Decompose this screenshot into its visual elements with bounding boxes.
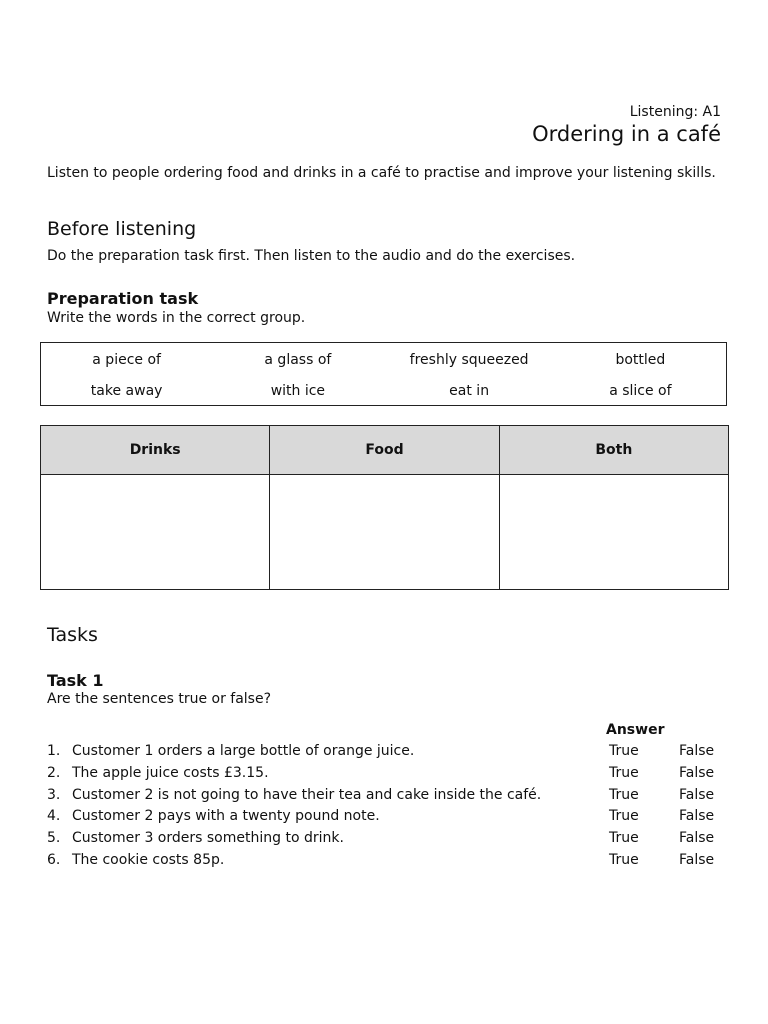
list-item — [47, 828, 727, 850]
true-option[interactable]: True — [609, 743, 639, 759]
food-answer-cell[interactable] — [270, 475, 499, 590]
item-number: 5. — [47, 830, 61, 847]
before-listening-text: Do the preparation task first. Then listen to the audio and do the exercises. — [47, 248, 576, 264]
false-option[interactable]: False — [679, 830, 715, 847]
true-option[interactable]: True — [609, 808, 639, 825]
task1-heading: Task 1 — [47, 671, 104, 690]
preparation-instruction: Write the words in the correct group. — [47, 310, 306, 326]
column-header-both: Both — [499, 426, 728, 475]
item-number: 4. — [47, 808, 61, 825]
answer-column-label: Answer — [606, 722, 665, 738]
false-option[interactable]: False — [679, 808, 715, 825]
item-sentence: The cookie costs 85p. — [72, 851, 225, 868]
list-item — [47, 806, 727, 828]
list-item — [47, 741, 727, 763]
false-option[interactable]: False — [679, 764, 715, 781]
intro-text: Listen to people ordering food and drinks in a café to practise and improve your listening skills. — [47, 165, 716, 181]
item-sentence: Customer 2 is not going to have their tea and cake inside the café. — [72, 786, 542, 803]
level-label: Listening: A1 — [629, 104, 721, 120]
word-item: a glass of — [264, 352, 332, 368]
word-box — [40, 342, 727, 406]
list-item — [47, 785, 727, 807]
item-sentence: Customer 1 orders a large bottle of orange juice. — [72, 743, 415, 759]
word-item: a piece of — [92, 352, 161, 368]
tasks-heading: Tasks — [47, 624, 98, 646]
item-sentence: The apple juice costs £3.15. — [72, 764, 269, 781]
page-title: Ordering in a café — [532, 122, 721, 146]
item-number: 6. — [47, 851, 61, 868]
before-listening-heading: Before listening — [47, 218, 197, 240]
sorting-table — [40, 425, 729, 590]
false-option[interactable]: False — [679, 786, 715, 803]
true-option[interactable]: True — [609, 851, 639, 868]
item-number: 2. — [47, 764, 61, 781]
true-option[interactable]: True — [609, 786, 639, 803]
word-item: with ice — [270, 383, 326, 399]
word-item: freshly squeezed — [409, 352, 529, 368]
list-item — [47, 850, 727, 872]
item-sentence: Customer 3 orders something to drink. — [72, 830, 344, 847]
column-header-food: Food — [270, 426, 499, 475]
preparation-heading: Preparation task — [47, 289, 199, 308]
true-option[interactable]: True — [609, 764, 639, 781]
item-number: 1. — [47, 743, 61, 759]
column-header-drinks: Drinks — [41, 426, 270, 475]
both-answer-cell[interactable] — [499, 475, 728, 590]
list-item — [47, 763, 727, 785]
task1-instruction: Are the sentences true or false? — [47, 691, 272, 707]
word-item: bottled — [615, 352, 666, 368]
true-option[interactable]: True — [609, 830, 639, 847]
word-item: a slice of — [609, 383, 672, 399]
false-option[interactable]: False — [679, 743, 715, 759]
item-sentence: Customer 2 pays with a twenty pound note. — [72, 808, 380, 825]
item-number: 3. — [47, 786, 61, 803]
false-option[interactable]: False — [679, 851, 715, 868]
drinks-answer-cell[interactable] — [41, 475, 270, 590]
task1-list — [47, 741, 727, 872]
word-item: eat in — [449, 383, 490, 399]
word-item: take away — [90, 383, 163, 399]
